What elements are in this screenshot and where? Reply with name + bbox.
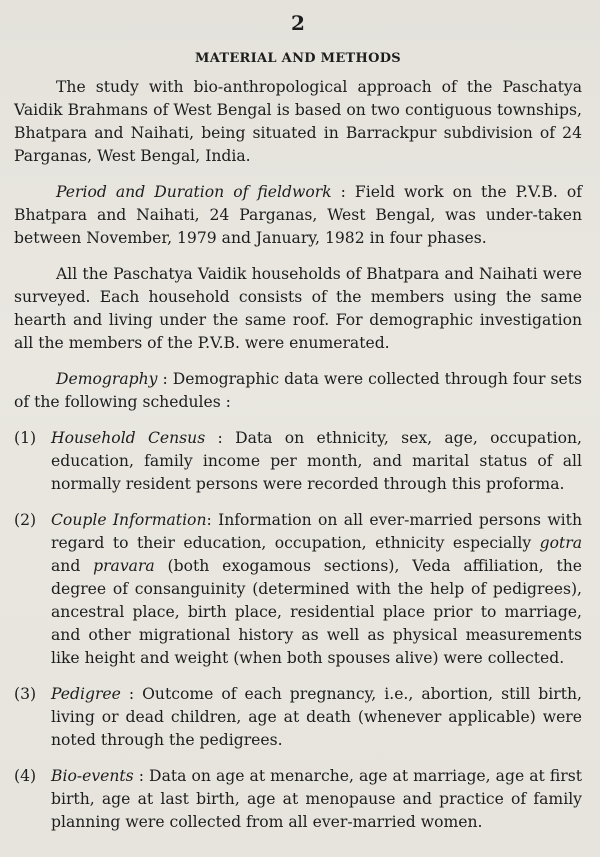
period-heading: Period and Duration of fieldwork <box>56 183 332 201</box>
section-title: MATERIAL AND METHODS <box>195 51 401 66</box>
schedule-item-pedigree <box>14 683 582 752</box>
schedule-heading: Pedigree <box>51 685 121 703</box>
demography-text: : Demographic data were collected through four sets of the following schedules : <box>14 370 582 411</box>
schedule-text: : Data on age at menarche, age at marriage, age at first birth, age at last birth, age at menopause and practice of family planning were collected from all ever-married women. <box>51 767 582 831</box>
schedule-text: : Data on ethnicity, sex, age, occupation, education, family income per month, and marital status of all normally resident persons were recorded through this proforma. <box>51 429 582 493</box>
schedule-text: (both exogamous sections), Veda affiliation, the degree of consanguinity (determined with the help of pedigrees), ancestral place, birth place, residential place prior to marriage, and other migrational history as well as physical measurements like height and weight (when both spouses alive) were collected. <box>51 557 582 667</box>
schedule-item-household-census <box>14 427 582 496</box>
period-text: : Field work on the P.V.B. of Bhatpara and Naihati, 24 Parganas, West Bengal, was under-taken between November, 1979 and January, 1982 in four phases. <box>14 183 582 247</box>
period-paragraph <box>14 181 582 250</box>
intro-paragraph: The study with bio-anthropological approach of the Paschatya Vaidik Brahmans of West Bengal is based on two contiguous townships, Bhatpara and Naihati, being situated in Barrackpur subdivision of 24 Parganas, West Bengal, India. <box>14 78 582 165</box>
schedule-text: and <box>51 557 94 575</box>
demography-heading: Demography <box>56 370 158 388</box>
gotra-term: gotra <box>539 534 582 552</box>
schedule-number: (2) <box>14 511 37 529</box>
schedule-number: (1) <box>14 429 37 447</box>
schedule-item-bio-events <box>14 765 582 834</box>
schedule-text: : Outcome of each pregnancy, i.e., abortion, still birth, living or dead children, age at death (whenever applicable) were noted through the pedigrees. <box>51 685 582 749</box>
schedule-heading: Couple Information <box>51 511 207 529</box>
schedule-item-couple-information <box>14 509 582 670</box>
schedule-number: (4) <box>14 767 37 785</box>
schedule-heading: Bio-events <box>51 767 134 785</box>
schedule-text: : Information on all ever-married persons with regard to their education, occupation, ethnicity especially <box>51 511 582 552</box>
page-number: 2 <box>291 11 305 35</box>
schedule-list <box>14 427 582 834</box>
schedule-number: (3) <box>14 685 37 703</box>
schedule-heading: Household Census <box>51 429 206 447</box>
households-paragraph: All the Paschatya Vaidik households of Bhatpara and Naihati were surveyed. Each household consists of the members using the same hearth and living under the same roof. For demographic investigation all the members of the P.V.B. were enumerated. <box>14 265 582 352</box>
pravara-term: pravara <box>93 557 155 575</box>
demography-paragraph <box>14 368 582 414</box>
